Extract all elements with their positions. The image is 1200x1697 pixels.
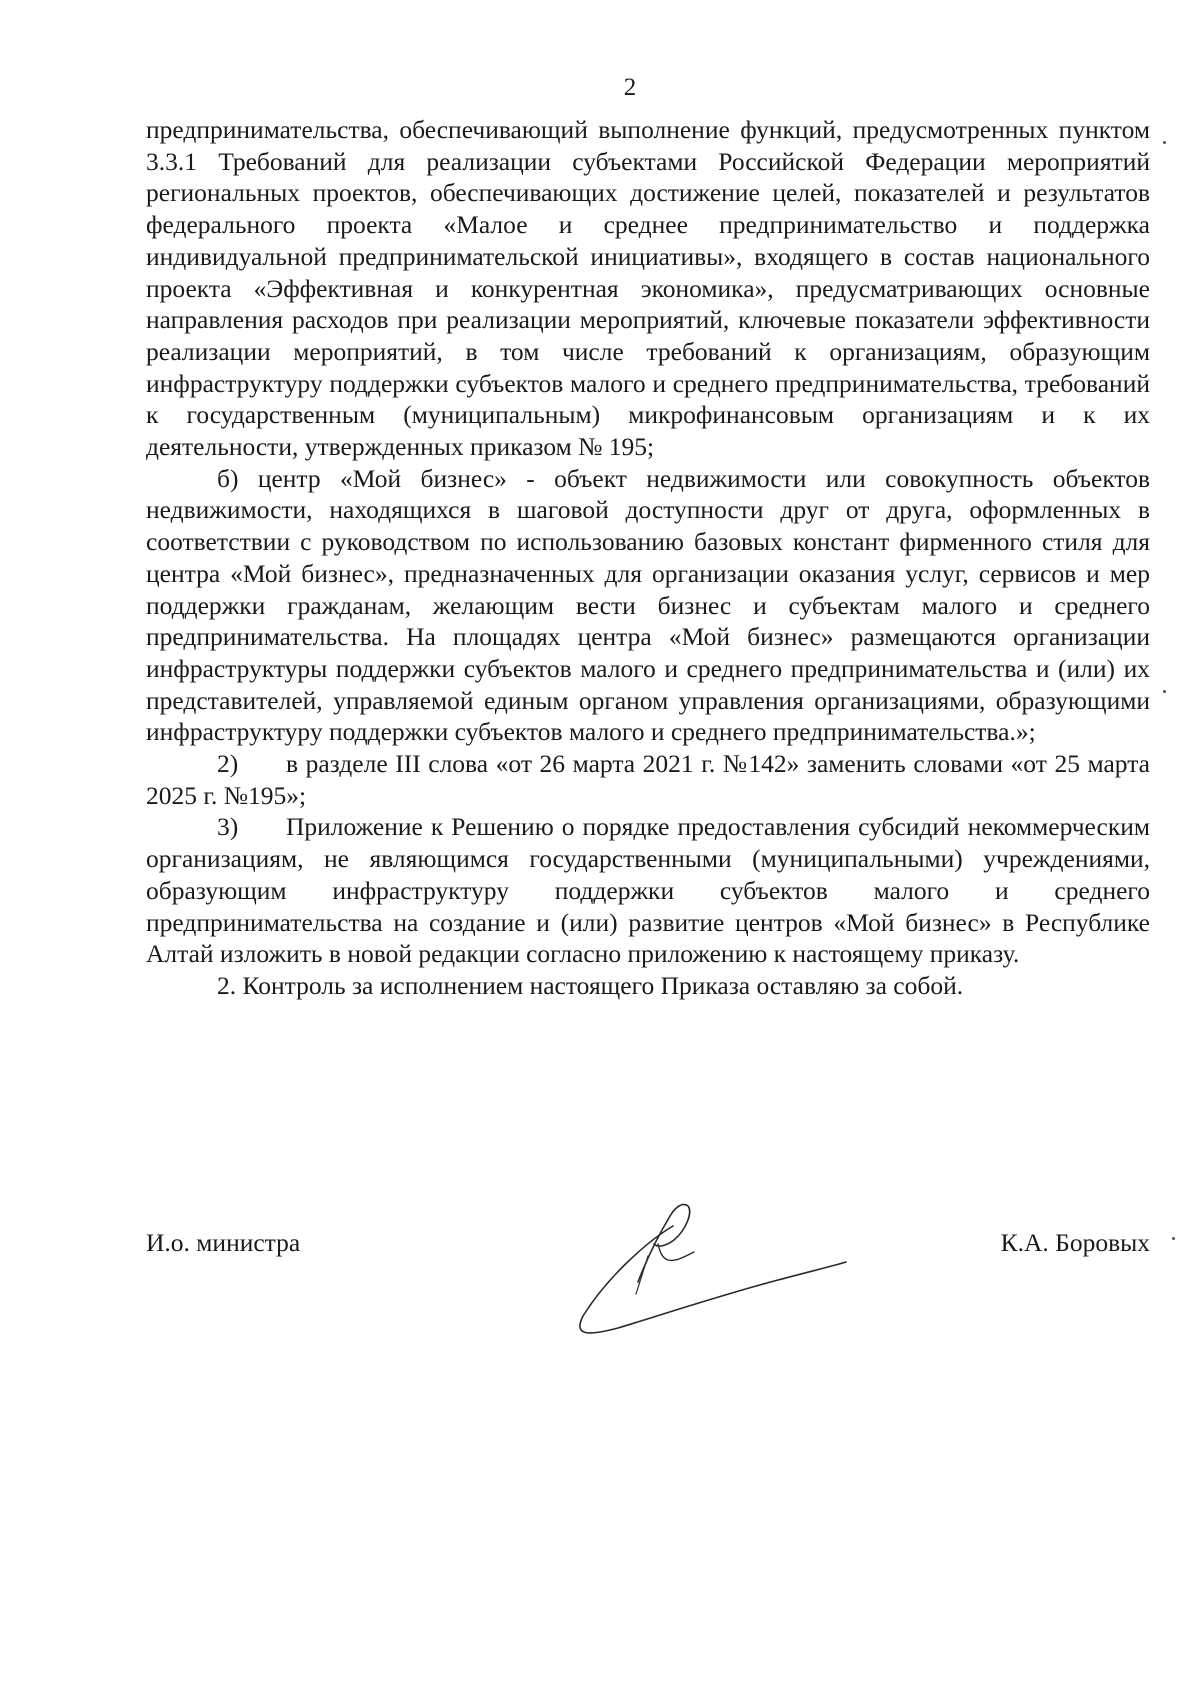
margin-mark [1172, 1237, 1175, 1240]
page-number: 2 [623, 74, 637, 101]
item-text: в разделе III слова «от 26 марта 2021 г. №142» заменить словами «от 25 марта 2025 г. №195»; [146, 749, 1150, 810]
margin-mark [1163, 141, 1166, 144]
margin-mark [1163, 690, 1166, 693]
signer-role: И.о. министра [146, 1228, 301, 1257]
paragraph-definition-b: б) центр «Мой бизнес» - объект недвижимости или совокупность объектов недвижимости, находящихся в шаговой доступности друг от друга, оформленных в соответствии с руководством по использованию базовых констант фирменного стиля для центра «Мой бизнес», предназначенных для организации оказания услуг, сервисов и мер поддержки гражданам, желающим вести бизнес и субъектам малого и среднего предпринимательства. На площадях центра «Мой бизнес» размещаются организации инфраструктуры поддержки субъектов малого и среднего предпринимательства и (или) их представителей, управляемой единым органом управления организациями, образующими инфраструктуру поддержки субъектов малого и среднего предпринимательства.»; [146, 463, 1150, 747]
paragraph-continuation: предпринимательства, обеспечивающий выполнение функций, предусмотренных пунктом 3.3.1 Требований для реализации субъектами Российской Федерации мероприятий региональных проектов, обеспечивающих достижение целей, показателей и результатов федерального проекта «Малое и среднее предпринимательство и поддержка индивидуальной предпринимательской инициативы», входящего в состав национального проекта «Эффективная и конкурентная экономика», предусматривающих основные направления расходов при реализации мероприятий, ключевые показатели эффективности реализации мероприятий, в том числе требований к организациям, образующим инфраструктуру поддержки субъектов малого и среднего предпринимательства, требований к государственным (муниципальным) микрофинансовым организациям и к их деятельности, утвержденных приказом № 195; [146, 115, 1150, 462]
paragraph-item-3 [146, 811, 1150, 970]
paragraph-item-2 [146, 748, 1150, 811]
handwritten-signature [578, 1196, 848, 1346]
item-number: 2) [217, 749, 239, 779]
document-body [146, 114, 1150, 1002]
paragraph-control-clause: 2. Контроль за исполнением настоящего Приказа оставляю за собой. [217, 970, 964, 1000]
item-number: 3) [217, 812, 239, 842]
item-text: Приложение к Решению о порядке предоставления субсидий некоммерческим организациям, не являющимся государственными (муниципальными) учреждениями, образующим инфраструктуру поддержки субъектов малого и среднего предпринимательства на создание и (или) развитие центров «Мой бизнес» в Республике Алтай изложить в новой редакции согласно приложению к настоящему приказу. [146, 812, 1150, 969]
signer-name: К.А. Боровых [1000, 1228, 1150, 1257]
